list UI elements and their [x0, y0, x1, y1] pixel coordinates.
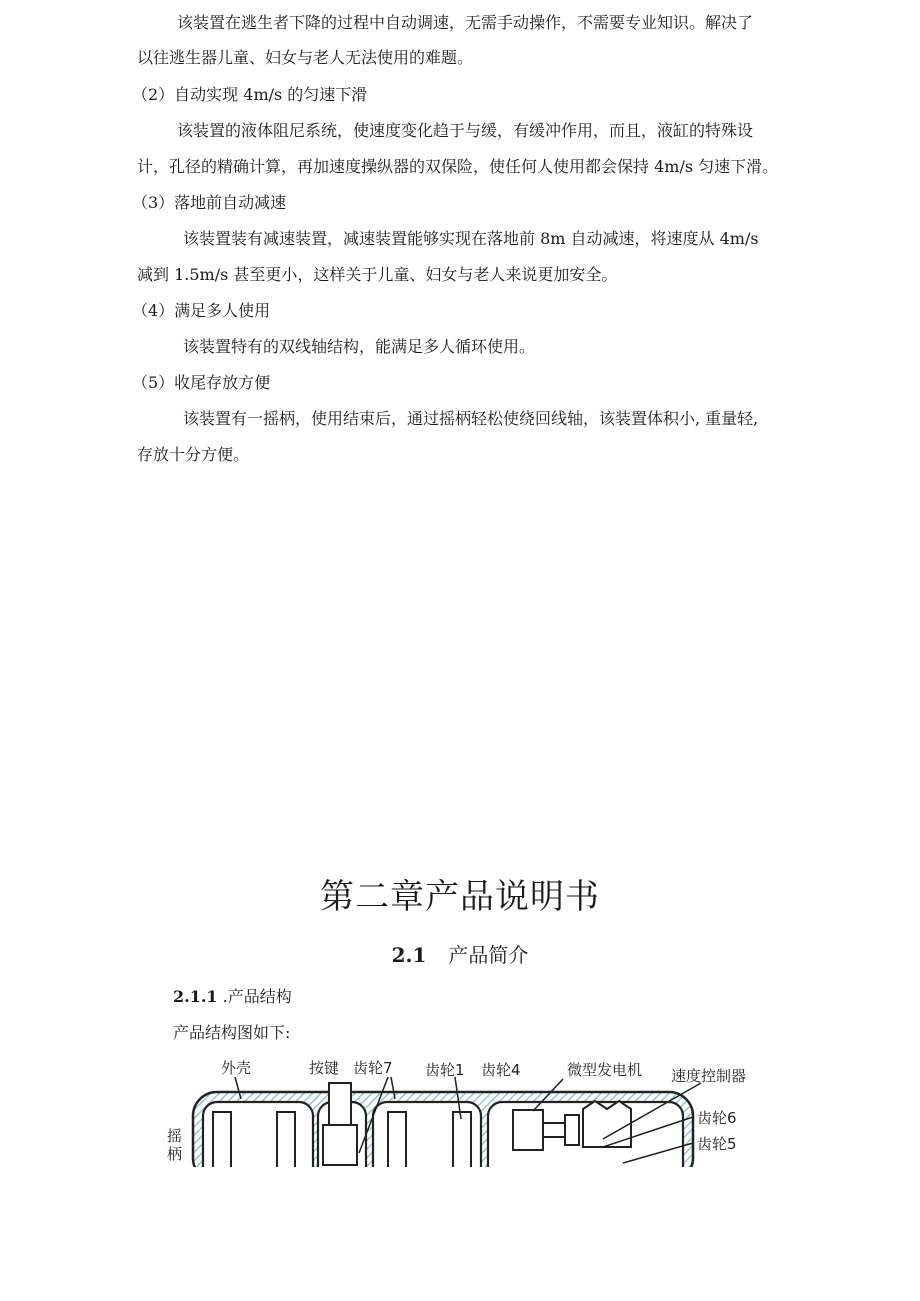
- product-structure-figure: [163, 1055, 763, 1167]
- paragraph-line: 计，孔径的精确计算，再加速度操纵器的双保险，使任何人使用都会保持 4m/s 匀速下滑。: [137, 157, 779, 176]
- subsection-title: [173, 986, 292, 1008]
- section-title: [0, 941, 920, 969]
- list-heading: （4）满足多人使用: [132, 301, 271, 320]
- paragraph-line: 该装置在逃生者下降的过程中自动调速，无需手动操作，不需要专业知识。解决了: [177, 13, 754, 32]
- label-button: 按键: [309, 1059, 340, 1077]
- paragraph-line: 减到 1.5m/s 甚至更小，这样关于儿童、妇女与老人来说更加安全。: [137, 265, 618, 284]
- list-heading: （3）落地前自动减速: [132, 193, 287, 212]
- paragraph-line: 该装置的液体阻尼系统，使速度变化趋于与缓，有缓冲作用，而且，液缸的特殊设: [177, 121, 754, 140]
- figure-intro: 产品结构图如下:: [173, 1023, 291, 1042]
- subsection-number: 2.1.1: [173, 987, 218, 1006]
- chapter-title: 第二章产品说明书: [320, 877, 600, 917]
- paragraph-line: 该装置有一摇柄，使用结束后，通过摇柄轻松使绕回线轴，该装置体积小, 重量轻,: [183, 409, 759, 428]
- subsection-label: .产品结构: [222, 987, 292, 1006]
- list-heading: （5）收尾存放方便: [132, 373, 271, 392]
- label-gear1: 齿轮1: [425, 1061, 465, 1079]
- label-gear7: 齿轮7: [353, 1059, 393, 1077]
- label-generator: 微型发电机: [567, 1061, 643, 1079]
- generator-shape: [513, 1110, 543, 1150]
- paragraph-line: 以往逃生器儿童、妇女与老人无法使用的难题。: [137, 48, 474, 67]
- generator-shaft: [543, 1123, 565, 1137]
- spool-bar: [277, 1112, 295, 1167]
- list-heading: （2）自动实现 4m/s 的匀速下滑: [132, 85, 368, 104]
- label-gear4: 齿轮4: [481, 1061, 521, 1079]
- label-gear5: 齿轮5: [697, 1135, 737, 1153]
- gear4-shape: [565, 1115, 579, 1145]
- spool-bar: [388, 1112, 406, 1167]
- gear7-shape: [323, 1125, 357, 1165]
- paragraph-line: 存放十分方便。: [137, 445, 250, 464]
- section-number: 2.1: [391, 943, 427, 967]
- label-gear6: 齿轮6: [697, 1109, 737, 1127]
- label-crank: 摇柄: [167, 1127, 183, 1163]
- structure-diagram: [163, 1055, 763, 1167]
- label-speed-controller: 速度控制器: [671, 1067, 747, 1085]
- label-shell: 外壳: [221, 1059, 252, 1077]
- spool-bar: [453, 1112, 471, 1167]
- paragraph-line: 该装置特有的双线轴结构，能满足多人循环使用。: [183, 337, 536, 356]
- section-label: 产品简介: [448, 943, 529, 967]
- paragraph-line: 该装置装有减速装置，减速装置能够实现在落地前 8m 自动减速，将速度从 4m/s: [183, 229, 759, 248]
- spool-bar: [213, 1112, 231, 1167]
